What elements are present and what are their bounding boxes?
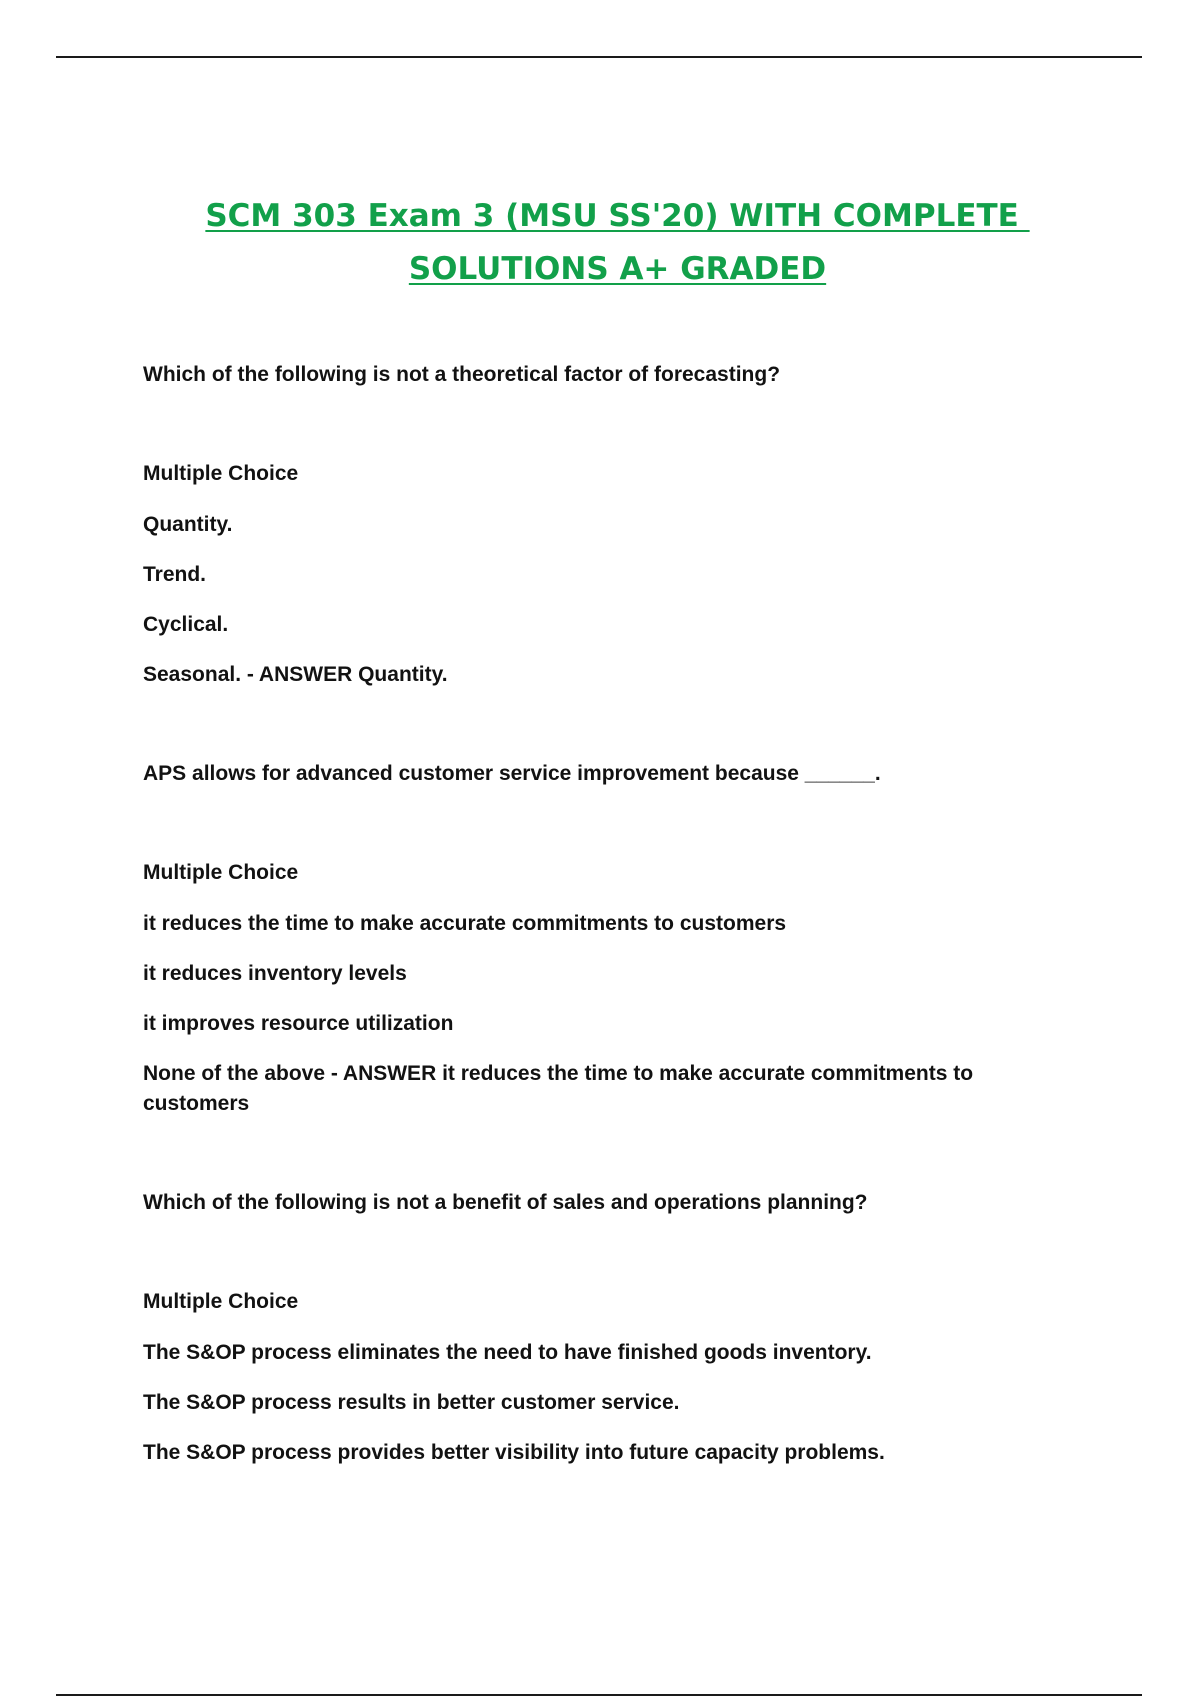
title-line-1: SCM 303 Exam 3 (MSU SS'20) WITH COMPLETE — [205, 198, 1030, 234]
footer-rule — [56, 1694, 1142, 1696]
answer-option-with-answer: Seasonal. - ANSWER Quantity. — [143, 663, 448, 686]
question-text: Which of the following is not a theoretical factor of forecasting? — [143, 363, 781, 386]
answer-option: Cyclical. — [143, 613, 229, 636]
header-rule — [56, 56, 1142, 58]
answer-option: it reduces the time to make accurate commitments to customers — [143, 912, 787, 935]
answer-option: Trend. — [143, 563, 207, 586]
question-text: APS allows for advanced customer service improvement because ______. — [143, 762, 881, 785]
question-block-1 — [143, 360, 1073, 690]
answer-option-with-answer: None of the above - ANSWER it reduces the time to make accurate commitments to customers — [143, 1062, 974, 1115]
title-line-2: SOLUTIONS A+ GRADED — [408, 251, 827, 287]
document-body — [143, 360, 1073, 1468]
answer-option: The S&OP process results in better customer service. — [143, 1391, 680, 1414]
question-type-label: Multiple Choice — [143, 462, 299, 485]
question-block-3 — [143, 1188, 1073, 1468]
answer-option: The S&OP process eliminates the need to have finished goods inventory. — [143, 1341, 872, 1364]
question-type-label: Multiple Choice — [143, 1290, 299, 1313]
question-type-label: Multiple Choice — [143, 861, 299, 884]
answer-option: Quantity. — [143, 513, 233, 536]
answer-option: it reduces inventory levels — [143, 962, 407, 985]
document-title — [100, 190, 1135, 296]
question-block-2 — [143, 759, 1073, 1119]
answer-option: The S&OP process provides better visibility into future capacity problems. — [143, 1441, 885, 1464]
answer-option: it improves resource utilization — [143, 1012, 454, 1035]
question-text: Which of the following is not a benefit of sales and operations planning? — [143, 1191, 868, 1214]
